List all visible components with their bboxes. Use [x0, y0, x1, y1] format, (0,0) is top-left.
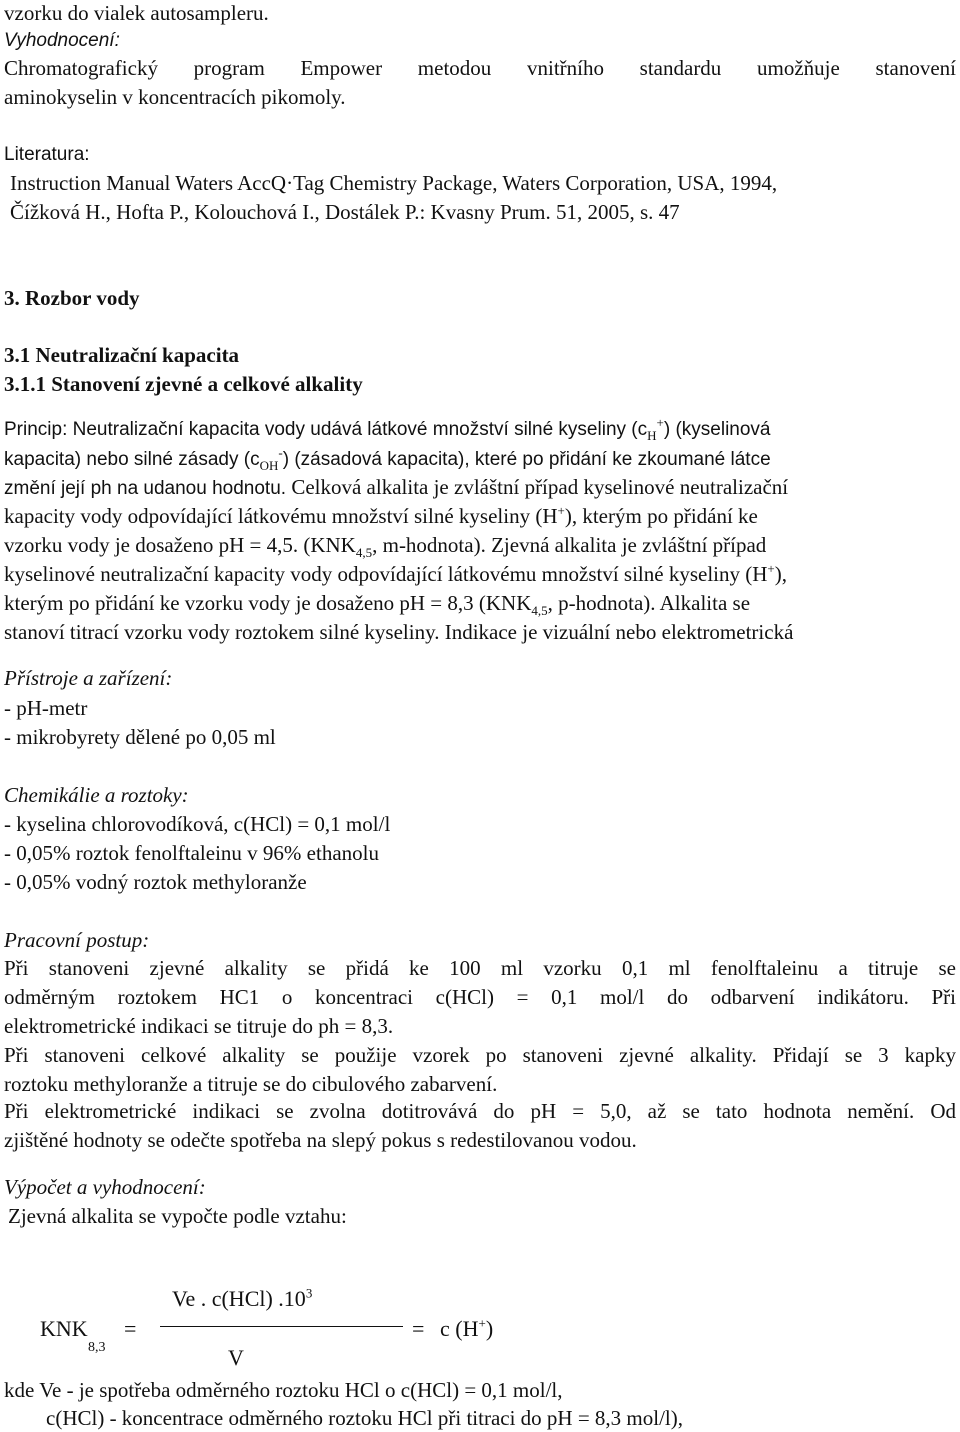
princip-text: ), kterým po přidání ke: [564, 504, 758, 528]
list-item: - mikrobyrety dělené po 0,05 ml: [4, 725, 276, 749]
postup-line: zjištěné hodnoty se odečte spotřeba na slepý pokus s redestilovanou vodou.: [4, 1128, 637, 1152]
section-label-literatura: Literatura:: [4, 144, 90, 165]
formula-equals-1: =: [124, 1316, 137, 1341]
formula-knk-subscript: 8,3: [88, 1340, 106, 1355]
princip-line-6: [4, 561, 787, 587]
princip-text: ) (kyselinová: [663, 419, 771, 440]
princip-line-5: [4, 532, 767, 561]
section-label-postup: Pracovní postup:: [4, 928, 150, 952]
postup-line: Při stanoveni zjevné alkality se přidá ke 100 ml vzorku 0,1 ml fenolftaleinu a titruje se: [4, 956, 956, 980]
superscript: -: [278, 445, 283, 460]
text-line: Zjevná alkalita se vypočte podle vztahu:: [8, 1204, 347, 1228]
list-item: - pH-metr: [4, 696, 88, 720]
text-line: aminokyselin v koncentracích pikomoly.: [4, 85, 346, 109]
subscript: 4,5: [531, 603, 548, 619]
rhs-text: c (H: [440, 1316, 479, 1341]
definition-line: c(HCl) - koncentrace odměrného roztoku HCl při titraci do pH = 8,3 mol/l),: [46, 1406, 684, 1430]
princip-text: změní její ph na udanou hodnotu.: [4, 478, 287, 499]
superscript: 3: [305, 1285, 313, 1301]
postup-line: Při stanoveni celkové alkality se použije vzorek po stanoveni zjevné alkality. Přidají se 3 kapky: [4, 1043, 956, 1067]
princip-text: kyselinové neutralizační kapacity vody odpovídající látkovému množství silné kyseliny (H: [4, 562, 768, 586]
text-line: vzorku do vialek autosampleru.: [4, 1, 269, 25]
subscript: 4,5: [355, 545, 373, 561]
postup-line: roztoku methyloranže a titruje se do cibulového zabarvení.: [4, 1072, 498, 1096]
heading-3-1-1: 3.1.1 Stanovení zjevné a celkové alkality: [4, 372, 363, 396]
princip-text: kapacity vody odpovídající látkovému množství silné kyseliny (H: [4, 504, 558, 528]
superscript: +: [767, 561, 775, 576]
postup-line: Při elektrometrické indikaci se zvolna dotitrovává do pH = 5,0, až se tato hodnota nemění. Od: [4, 1099, 956, 1123]
reference-1: Instruction Manual Waters AccQ·Tag Chemistry Package, Waters Corporation, USA, 1994,: [10, 171, 778, 195]
princip-text: , m-hodnota). Zjevná alkalita je zvláštní případ: [372, 533, 767, 557]
princip-line-1: [4, 415, 771, 443]
fraction-bar: [160, 1326, 403, 1327]
numerator-text: Ve . c(HCl) .10: [172, 1286, 306, 1311]
subscript: OH: [259, 458, 279, 474]
princip-line-8: stanoví titrací vzorku vody roztokem silné kyseliny. Indikace je vizuální nebo elektrometrická: [4, 620, 794, 644]
section-label-vyhodnoceni: Vyhodnocení:: [4, 30, 120, 51]
princip-text: ),: [774, 562, 787, 586]
princip-text: Princip: Neutralizační kapacita vody udává látkové množství silné kyseliny (c: [4, 419, 648, 440]
princip-text: kapacita) nebo silné zásady (c: [4, 449, 260, 470]
section-label-vypocet: Výpočet a vyhodnocení:: [4, 1175, 206, 1199]
heading-3-1: 3.1 Neutralizační kapacita: [4, 343, 240, 367]
text-line: Chromatografický program Empower metodou vnitřního standardu umožňuje stanovení: [4, 56, 956, 80]
section-label-pristroje: Přístroje a zařízení:: [4, 666, 173, 690]
formula-rhs: [440, 1316, 493, 1342]
superscript: +: [557, 503, 565, 518]
superscript: +: [478, 1315, 486, 1331]
definition-line: kde Ve - je spotřeba odměrného roztoku HCl o c(HCl) = 0,1 mol/l,: [4, 1378, 563, 1402]
heading-3: 3. Rozbor vody: [4, 286, 140, 310]
princip-text: ) (zásadová kapacita), které po přidání ke zkoumané látce: [282, 449, 771, 470]
rhs-end: ): [485, 1316, 494, 1341]
princip-text: kterým po přidání ke vzorku vody je dosaženo pH = 8,3 (KNK: [4, 591, 532, 615]
princip-line-3: [4, 474, 788, 502]
princip-line-2: [4, 445, 771, 473]
formula-denominator: V: [228, 1345, 244, 1370]
superscript: +: [656, 415, 664, 430]
postup-line: elektrometrické indikaci se titruje do ph = 8,3.: [4, 1014, 394, 1038]
list-item: - kyselina chlorovodíková, c(HCl) = 0,1 mol/l: [4, 812, 391, 836]
postup-line: odměrným roztokem HC1 o koncentraci c(HCl) = 0,1 mol/l do odbarvení indikátoru. Při: [4, 985, 956, 1009]
list-item: - 0,05% vodný roztok methyloranže: [4, 870, 307, 894]
formula-knk: KNK: [40, 1316, 88, 1341]
princip-text: Celková alkalita je zvláštní případ kyselinové neutralizační: [286, 475, 789, 499]
section-label-chemikalie: Chemikálie a roztoky:: [4, 783, 189, 807]
formula-equals-2: =: [412, 1316, 425, 1341]
princip-text: vzorku vody je dosaženo pH = 4,5. (KNK: [4, 533, 356, 557]
princip-text: , p-hodnota). Alkalita se: [547, 591, 751, 615]
princip-line-7: [4, 590, 751, 619]
list-item: - 0,05% roztok fenolftaleinu v 96% ethanolu: [4, 841, 379, 865]
subscript: H: [647, 428, 657, 444]
reference-2: Čížková H., Hofta P., Kolouchová I., Dostálek P.: Kvasny Prum. 51, 2005, s. 47: [10, 200, 680, 224]
formula-numerator: [172, 1286, 312, 1312]
princip-line-4: [4, 503, 758, 529]
